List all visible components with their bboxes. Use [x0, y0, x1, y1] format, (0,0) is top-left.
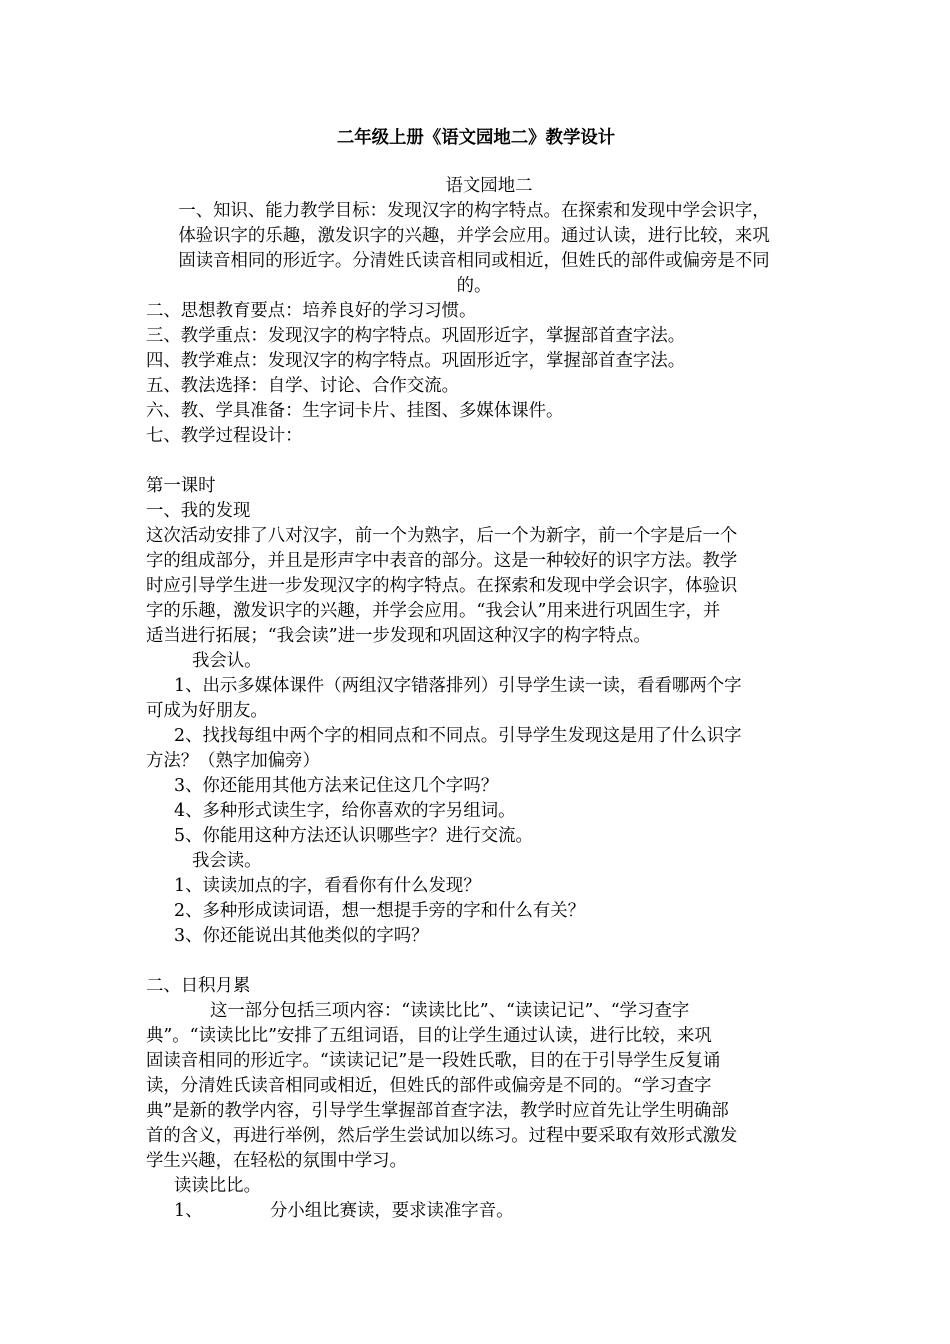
list-item: 2、找找每组中两个字的相同点和不同点。引导学生发现这是用了什么识字 [174, 726, 742, 746]
sub-heading: 读读比比。 [174, 1176, 261, 1196]
text-line: 这一部分包括三项内容：“读读比比”、“读读记记”、“学习查字 [210, 1001, 690, 1021]
text-line: 固读音相同的形近字。分清姓氏读音相同或相近，但姓氏的部件或偏旁是不同 [178, 251, 770, 271]
section-heading: 二、日积月累 [146, 976, 251, 996]
goal-item: 三、教学重点：发现汉字的构字特点。巩固形近字，掌握部首查字法。 [146, 326, 686, 346]
goal-1-paragraph [146, 199, 802, 299]
text-line: 读，分清姓氏读音相同或相近，但姓氏的部件或偏旁是不同的。“学习查字 [146, 1076, 712, 1096]
list-item-number: 1、 [174, 1201, 203, 1221]
document-page [146, 124, 802, 1224]
list-item: 2、多种形成读词语，想一想提手旁的字和什么有关？ [174, 901, 586, 921]
document-title: 二年级上册《语文园地二》教学设计 [336, 128, 616, 148]
list-item-continuation: 方法？（熟字加偏旁） [146, 751, 320, 771]
sub-heading: 我会读。 [192, 851, 262, 871]
list-item: 4、多种形式读生字，给你喜欢的字另组词。 [174, 801, 516, 821]
text-line: 固读音相同的形近字。“读读记记”是一段姓氏歌，目的在于引导学生反复诵 [146, 1051, 721, 1071]
text-line: 字的乐趣，激发识字的兴趣，并学会应用。“我会认”用来进行巩固生字，并 [146, 601, 721, 621]
text-line: 适当进行拓展；“我会读”进一步发现和巩固这种汉字的构字特点。 [146, 626, 651, 646]
list-item [146, 1199, 802, 1224]
goal-item: 四、教学难点：发现汉字的构字特点。巩固形近字，掌握部首查字法。 [146, 351, 686, 371]
text-line: 学生兴趣，在轻松的氛围中学习。 [146, 1151, 407, 1171]
list-item: 1、出示多媒体课件（两组汉字错落排列）引导学生读一读，看看哪两个字 [174, 676, 742, 696]
document-subtitle: 语文园地二 [445, 176, 533, 196]
goal-item: 六、教、学具准备：生字词卡片、挂图、多媒体课件。 [146, 401, 564, 421]
list-item: 5、你能用这种方法还认识哪些字？进行交流。 [174, 826, 533, 846]
goal-item: 二、思想教育要点：培养良好的学习习惯。 [146, 301, 477, 321]
lesson-heading: 第一课时 [146, 476, 216, 496]
text-line: 时应引导学生进一步发现汉字的构字特点。在探索和发现中学会识字，体验识 [146, 576, 738, 596]
goal-item: 七、教学过程设计： [146, 426, 303, 446]
list-item-text: 分小组比赛读，要求读准字音。 [270, 1201, 514, 1221]
list-item: 3、你还能用其他方法来记住这几个字吗？ [174, 776, 499, 796]
text-line: 首的含义，再进行举例，然后学生尝试加以练习。过程中要采取有效形式激发 [146, 1126, 738, 1146]
section-heading: 一、我的发现 [146, 501, 251, 521]
text-line: 一、知识、能力教学目标：发现汉字的构字特点。在探索和发现中学会识字， [178, 201, 770, 221]
text-line: 字的组成部分，并且是形声字中表音的部分。这是一种较好的识字方法。教学 [146, 551, 738, 571]
text-line: 典”是新的教学内容，引导学生掌握部首查字法，教学时应首先让学生明确部 [146, 1101, 729, 1121]
blank-line [146, 449, 802, 474]
section1-intro [146, 524, 802, 649]
section2-intro [146, 999, 802, 1174]
text-line: 这次活动安排了八对汉字，前一个为熟字，后一个为新字，前一个字是后一个 [146, 526, 738, 546]
list-item: 3、你还能说出其他类似的字吗？ [174, 926, 429, 946]
blank-line [146, 949, 802, 974]
list-item-continuation: 可成为好朋友。 [146, 701, 268, 721]
list-item: 1、读读加点的字，看看你有什么发现？ [174, 876, 481, 896]
goal-item: 五、教法选择：自学、讨论、合作交流。 [146, 376, 460, 396]
text-line: 的。 [456, 276, 492, 296]
text-line: 体验识字的乐趣，激发识字的兴趣，并学会应用。通过认读，进行比较，来巩 [178, 226, 770, 246]
sub-heading: 我会认。 [192, 651, 262, 671]
text-line: 典”。“读读比比”安排了五组词语，目的让学生通过认读，进行比较，来巩 [146, 1026, 712, 1046]
